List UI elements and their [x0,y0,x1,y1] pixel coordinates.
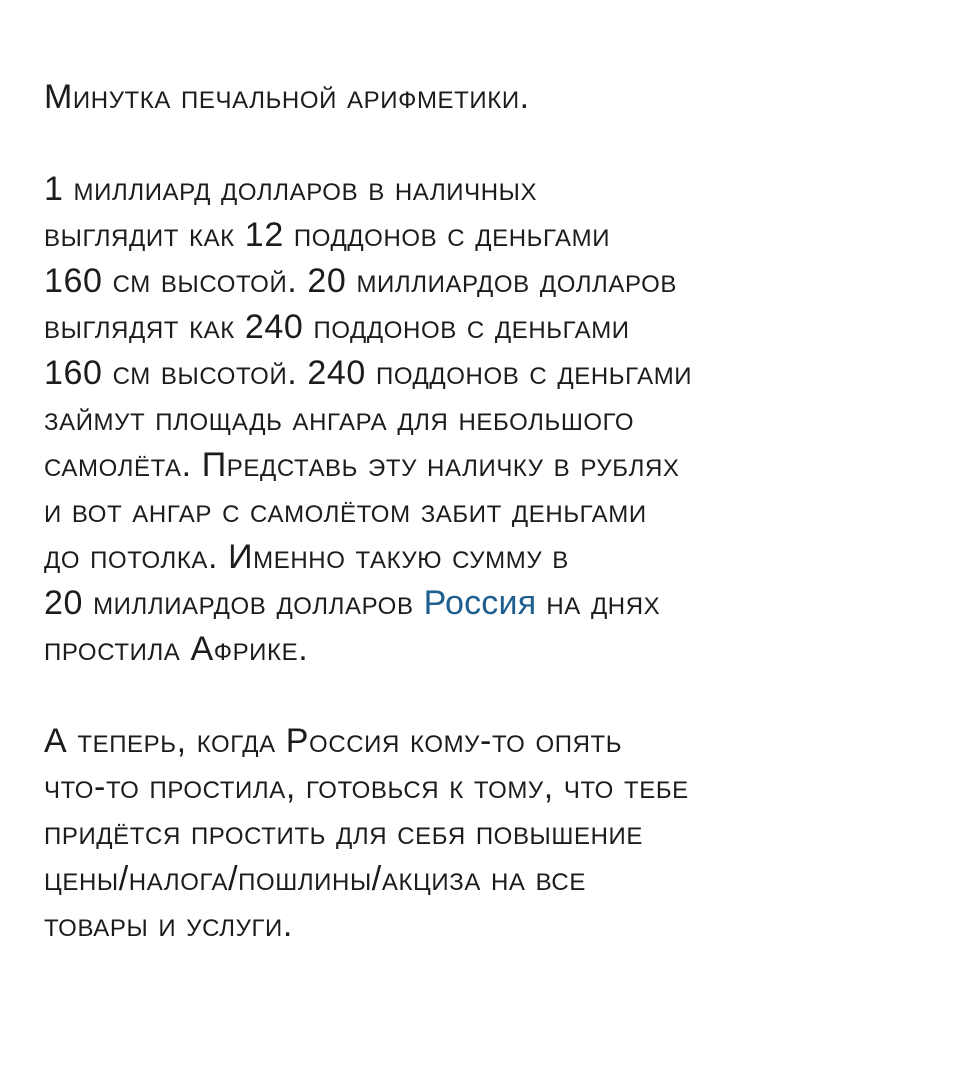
text-line: выглядит как 12 поддонов с деньгами [44,216,611,254]
text-fragment: на днях [536,584,661,622]
text-line: простила Африке. [44,630,309,668]
paragraph-conclusion [44,718,924,948]
text-line: что-то простила, готовься к тому, что тебе [44,768,689,806]
text-line: цены/налога/пошлины/акциза на все [44,860,586,898]
text-line: до потолка. Именно такую сумму в [44,538,569,576]
text-line: 1 миллиард долларов в наличных [44,170,538,208]
text-line-with-link [44,580,924,626]
text-fragment: 20 миллиардов долларов [44,584,424,622]
russia-link[interactable]: Россия [423,584,537,622]
text-line: А теперь, когда Россия кому-то опять [44,722,623,760]
text-line: придётся простить для себя повышение [44,814,643,852]
text-line: 160 см высотой. 240 поддонов с деньгами [44,354,693,392]
text-line: самолёта. Представь эту наличку в рублях [44,446,680,484]
text-line: товары и услуги. [44,906,293,944]
paragraph-arithmetic [44,166,924,672]
title-text: Минутка печальной арифметики. [44,78,530,116]
text-line: 160 см высотой. 20 миллиардов долларов [44,262,677,300]
post-body [44,74,924,948]
post-title [44,74,924,120]
text-line: выглядят как 240 поддонов с деньгами [44,308,630,346]
text-line: и вот ангар с самолётом забит деньгами [44,492,647,530]
text-line: займут площадь ангара для небольшого [44,400,635,438]
